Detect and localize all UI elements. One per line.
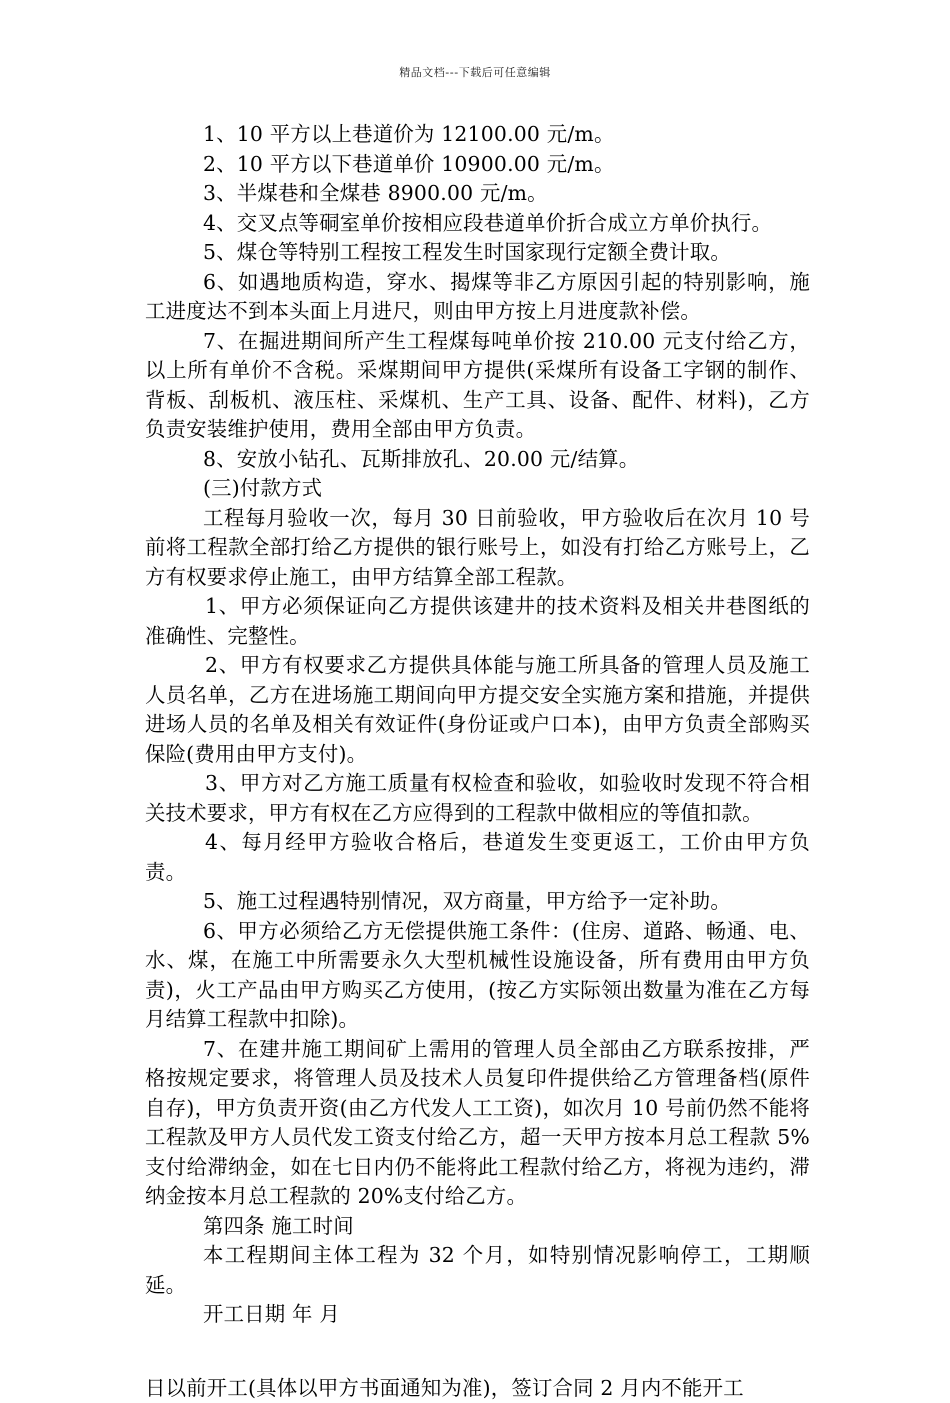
paragraph-party-a-clause-5: 5、施工过程遇特别情况，双方商量，甲方给予一定补助。 xyxy=(145,887,810,917)
paragraph-drill-holes: 8、安放小钻孔、瓦斯排放孔、20.00 元/结算。 xyxy=(145,445,810,475)
section-heading-article-4: 第四条 施工时间 xyxy=(145,1212,810,1242)
paragraph-geology-compensation: 6、如遇地质构造，穿水、揭煤等非乙方原因引起的特别影响，施工进度达不到本头面上月进尺，则由甲方按上月进度款补偿。 xyxy=(145,268,810,327)
section-heading-payment: (三)付款方式 xyxy=(145,474,810,504)
paragraph-price-below-10sqm: 2、10 平方以下巷道单价 10900.00 元/m。 xyxy=(145,150,810,180)
paragraph-special-works: 5、煤仓等特别工程按工程发生时国家现行定额全费计取。 xyxy=(145,238,810,268)
paragraph-party-a-clause-2: 2、甲方有权要求乙方提供具体能与施工所具备的管理人员及施工人员名单，乙方在进场施工期间向甲方提交安全实施方案和措施，并提供进场人员的名单及相关有效证件(身份证或户口本)，由甲方负责全部购买保险(费用由甲方支付)。 xyxy=(145,651,810,769)
page-header: 精品文档---下载后可任意编辑 xyxy=(0,64,950,80)
document-body xyxy=(145,120,810,1403)
paragraph-construction-period: 本工程期间主体工程为 32 个月，如特别情况影响停工，工期顺延。 xyxy=(145,1241,810,1300)
paragraph-payment-terms: 工程每月验收一次，每月 30 日前验收，甲方验收后在次月 10 号前将工程款全部打给乙方提供的银行账号上，如没有打给乙方账号上，乙方有权要求停止施工，由甲方结算全部工程款。 xyxy=(145,504,810,593)
paragraph-coal-price: 7、在掘进期间所产生工程煤每吨单价按 210.00 元支付给乙方，以上所有单价不含税。采煤期间甲方提供(采煤所有设备工字钢的制作、背板、刮板机、液压柱、采煤机、生产工具、设备、配件、材料)，乙方负责安装维护使用，费用全部由甲方负责。 xyxy=(145,327,810,445)
paragraph-party-a-clause-7: 7、在建井施工期间矿上需用的管理人员全部由乙方联系按排，严格按规定要求，将管理人员及技术人员复印件提供给乙方管理备档(原件自存)，甲方负责开资(由乙方代发人工工资)，如次月 10 号前仍然不能将工程款及甲方人员代发工资支付给乙方，超一天甲方按本月总工程款 5%支付给滞纳金，如在七日内仍不能将此工程款付给乙方，将视为违约，滞纳金按本月总工程款的 20%支付给乙方。 xyxy=(145,1035,810,1212)
paragraph-price-chamber: 4、交叉点等硐室单价按相应段巷道单价折合成立方单价执行。 xyxy=(145,209,810,239)
paragraph-party-a-clause-4: 4、每月经甲方验收合格后，巷道发生变更返工，工价由甲方负责。 xyxy=(145,828,810,887)
blank-line xyxy=(145,1330,810,1374)
paragraph-start-deadline: 日以前开工(具体以甲方书面通知为准)，签订合同 2 月内不能开工 xyxy=(145,1374,810,1403)
paragraph-price-above-10sqm: 1、10 平方以上巷道价为 12100.00 元/m。 xyxy=(145,120,810,150)
paragraph-party-a-clause-6: 6、甲方必须给乙方无偿提供施工条件：(住房、道路、畅通、电、水、煤，在施工中所需要永久大型机械性设施设备，所有费用由甲方负责)，火工产品由甲方购买乙方使用，(按乙方实际领出数量为准在乙方每月结算工程款中扣除)。 xyxy=(145,917,810,1035)
paragraph-party-a-clause-3: 3、甲方对乙方施工质量有权检查和验收，如验收时发现不符合相关技术要求，甲方有权在乙方应得到的工程款中做相应的等值扣款。 xyxy=(145,769,810,828)
paragraph-party-a-clause-1: 1、甲方必须保证向乙方提供该建井的技术资料及相关井巷图纸的准确性、完整性。 xyxy=(145,592,810,651)
paragraph-price-coal-roadway: 3、半煤巷和全煤巷 8900.00 元/m。 xyxy=(145,179,810,209)
paragraph-start-date: 开工日期 年 月 xyxy=(145,1300,810,1330)
